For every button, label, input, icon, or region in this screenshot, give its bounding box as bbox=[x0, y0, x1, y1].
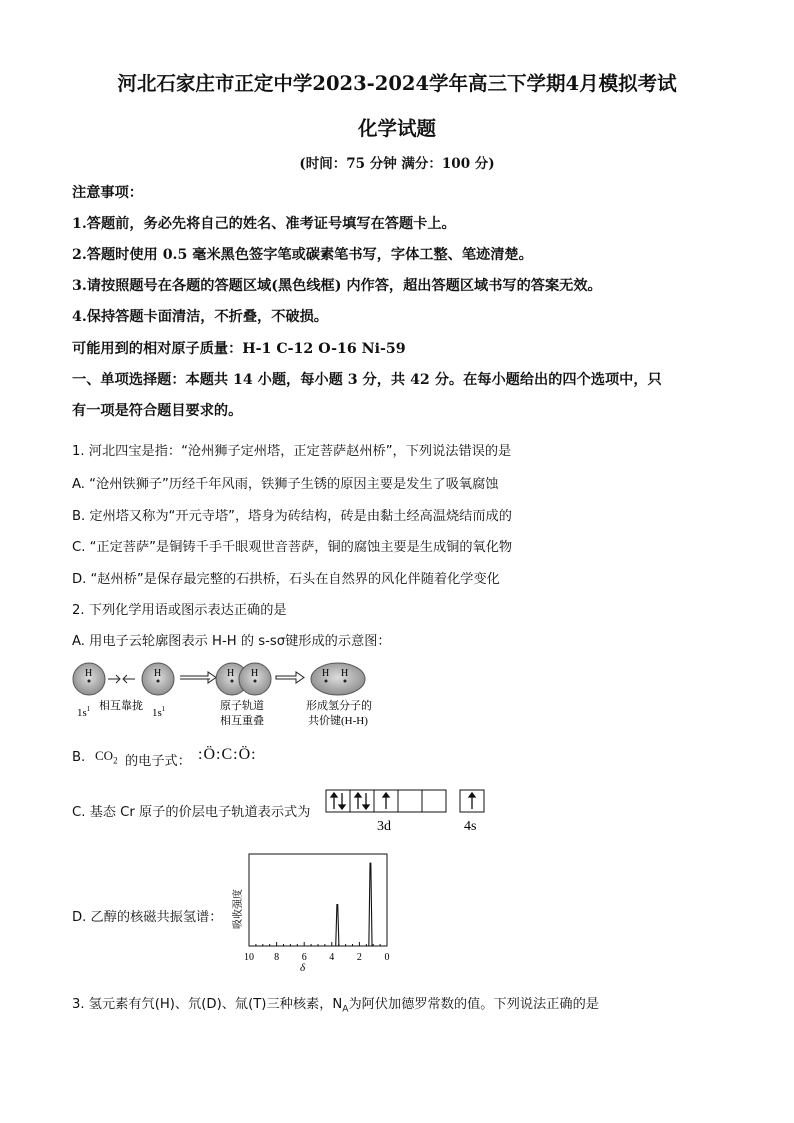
x-tick-label: 8 bbox=[274, 952, 280, 963]
h-label: H bbox=[227, 668, 235, 679]
svg-text:1s1: $1s^1$ bbox=[152, 705, 166, 719]
q3-stem: 3. 氢元素有氕(H)、氘(D)、氚(T)三种核素，$N_A$为阿伏加德罗常数的值。下列说法正确的是 bbox=[72, 997, 599, 1015]
cr-orbital-diagram bbox=[325, 788, 495, 836]
overlap-label: 相互重叠 bbox=[220, 715, 264, 727]
orbital-box bbox=[350, 790, 374, 812]
section-heading-cont: 有一项是符合题目要求的。 bbox=[72, 403, 243, 419]
h2-molecule-orbital bbox=[311, 663, 365, 695]
x-axis-label: δ bbox=[300, 962, 306, 974]
exam-time-line: (时间：75 分钟 满分：100 分) bbox=[299, 156, 495, 172]
q1-option-b: B. 定州塔又称为“开元寺塔”，塔身为砖结构，砖是由黏土经高温烧结而成的 bbox=[72, 509, 512, 524]
notice-item: 3.请按照题号在各题的答题区域(黑色线框) 内作答，超出答题区域书写的答案无效。 bbox=[72, 278, 602, 294]
sigma-bond-diagram bbox=[70, 657, 390, 737]
approach-label: 相互靠拢 bbox=[99, 700, 143, 712]
q1-option-d: D. “赵州桥”是保存最完整的石拱桥，石头在自然界的风化伴随着化学变化 bbox=[72, 572, 500, 587]
label-3d: 3d bbox=[377, 819, 391, 834]
section-heading: 一、单项选择题：本题共 14 小题，每小题 3 分，共 42 分。在每小题给出的四个选项中，只 bbox=[72, 372, 662, 388]
q2-stem: 2. 下列化学用语或图示表达正确的是 bbox=[72, 603, 287, 618]
q2-option-d: D. 乙醇的核磁共振氢谱： bbox=[72, 910, 223, 925]
arrow-icon bbox=[123, 675, 135, 683]
y-axis-label: 吸收强度 bbox=[233, 889, 244, 929]
peaks-group bbox=[336, 863, 372, 946]
q1-option-a: A. “沧州铁狮子”历经千年风雨，铁狮子生锈的原因主要是发生了吸氧腐蚀 bbox=[72, 477, 499, 492]
h-label: H bbox=[154, 668, 162, 679]
notice-heading: 注意事项： bbox=[72, 185, 143, 201]
page-subtitle: 化学试题 bbox=[357, 117, 436, 140]
form-label: 形成氢分子的 bbox=[306, 700, 372, 712]
notice-item: 2.答题时使用 0.5 毫米黑色签字笔或碳素笔书写，字体工整、笔迹清楚。 bbox=[72, 247, 533, 263]
q2-option-c: C. 基态 Cr 原子的价层电子轨道表示式为 bbox=[72, 805, 311, 820]
h-label: H bbox=[251, 668, 259, 679]
nmr-peak bbox=[336, 905, 339, 946]
page-title: 河北石家庄市正定中学2023-2024学年高三下学期4月模拟考试 bbox=[117, 72, 677, 95]
nmr-spectrum-chart bbox=[232, 850, 397, 975]
q1-option-c: C. “正定菩萨”是铜铸千手千眼观世音菩萨，铜的腐蚀主要是生成铜的氧化物 bbox=[72, 540, 513, 555]
co2-electron-formula: :Ö:C:Ö: bbox=[198, 746, 257, 763]
form-label: 共价键(H-H) bbox=[308, 715, 368, 727]
co2-formula: $CO_2$ bbox=[95, 748, 118, 766]
svg-text:1s1: $1s^1$ bbox=[77, 705, 91, 719]
x-axis-ticks bbox=[244, 942, 390, 963]
x-tick-label: 4 bbox=[329, 952, 335, 963]
notice-item: 4.保持答题卡面清洁，不折叠，不破损。 bbox=[72, 309, 328, 325]
plot-frame bbox=[249, 854, 387, 946]
q2-option-b-prefix: B. bbox=[72, 750, 86, 765]
q2-option-a: A. 用电子云轮廓图表示 H-H 的 s-sσ键形成的示意图： bbox=[72, 634, 391, 649]
x-tick-label: 0 bbox=[384, 952, 390, 963]
nmr-peak bbox=[369, 863, 372, 946]
orbital-box bbox=[422, 790, 446, 812]
x-tick-label: 2 bbox=[356, 952, 362, 963]
overlap-label: 原子轨道 bbox=[220, 700, 264, 712]
notice-item: 1.答题前，务必先将自己的姓名、准考证号填写在答题卡上。 bbox=[72, 216, 456, 232]
label-4s: 4s bbox=[464, 819, 477, 834]
h-label: H bbox=[341, 668, 349, 679]
h-label: H bbox=[85, 668, 93, 679]
atomic-masses: 可能用到的相对原子质量：H-1 C-12 O-16 Ni-59 bbox=[72, 341, 406, 357]
arrow-icon bbox=[276, 672, 304, 683]
q1-stem: 1. 河北四宝是指：“沧州狮子定州塔，正定菩萨赵州桥”，下列说法错误的是 bbox=[72, 444, 512, 459]
arrow-icon bbox=[180, 672, 216, 683]
orbital-box bbox=[326, 790, 350, 812]
h-label: H bbox=[322, 668, 330, 679]
x-tick-label: 6 bbox=[301, 952, 307, 963]
q2-option-b-text: 的电子式： bbox=[125, 754, 191, 769]
orbital-box bbox=[398, 790, 422, 812]
x-tick-label: 10 bbox=[244, 952, 254, 963]
arrow-icon bbox=[108, 675, 120, 683]
